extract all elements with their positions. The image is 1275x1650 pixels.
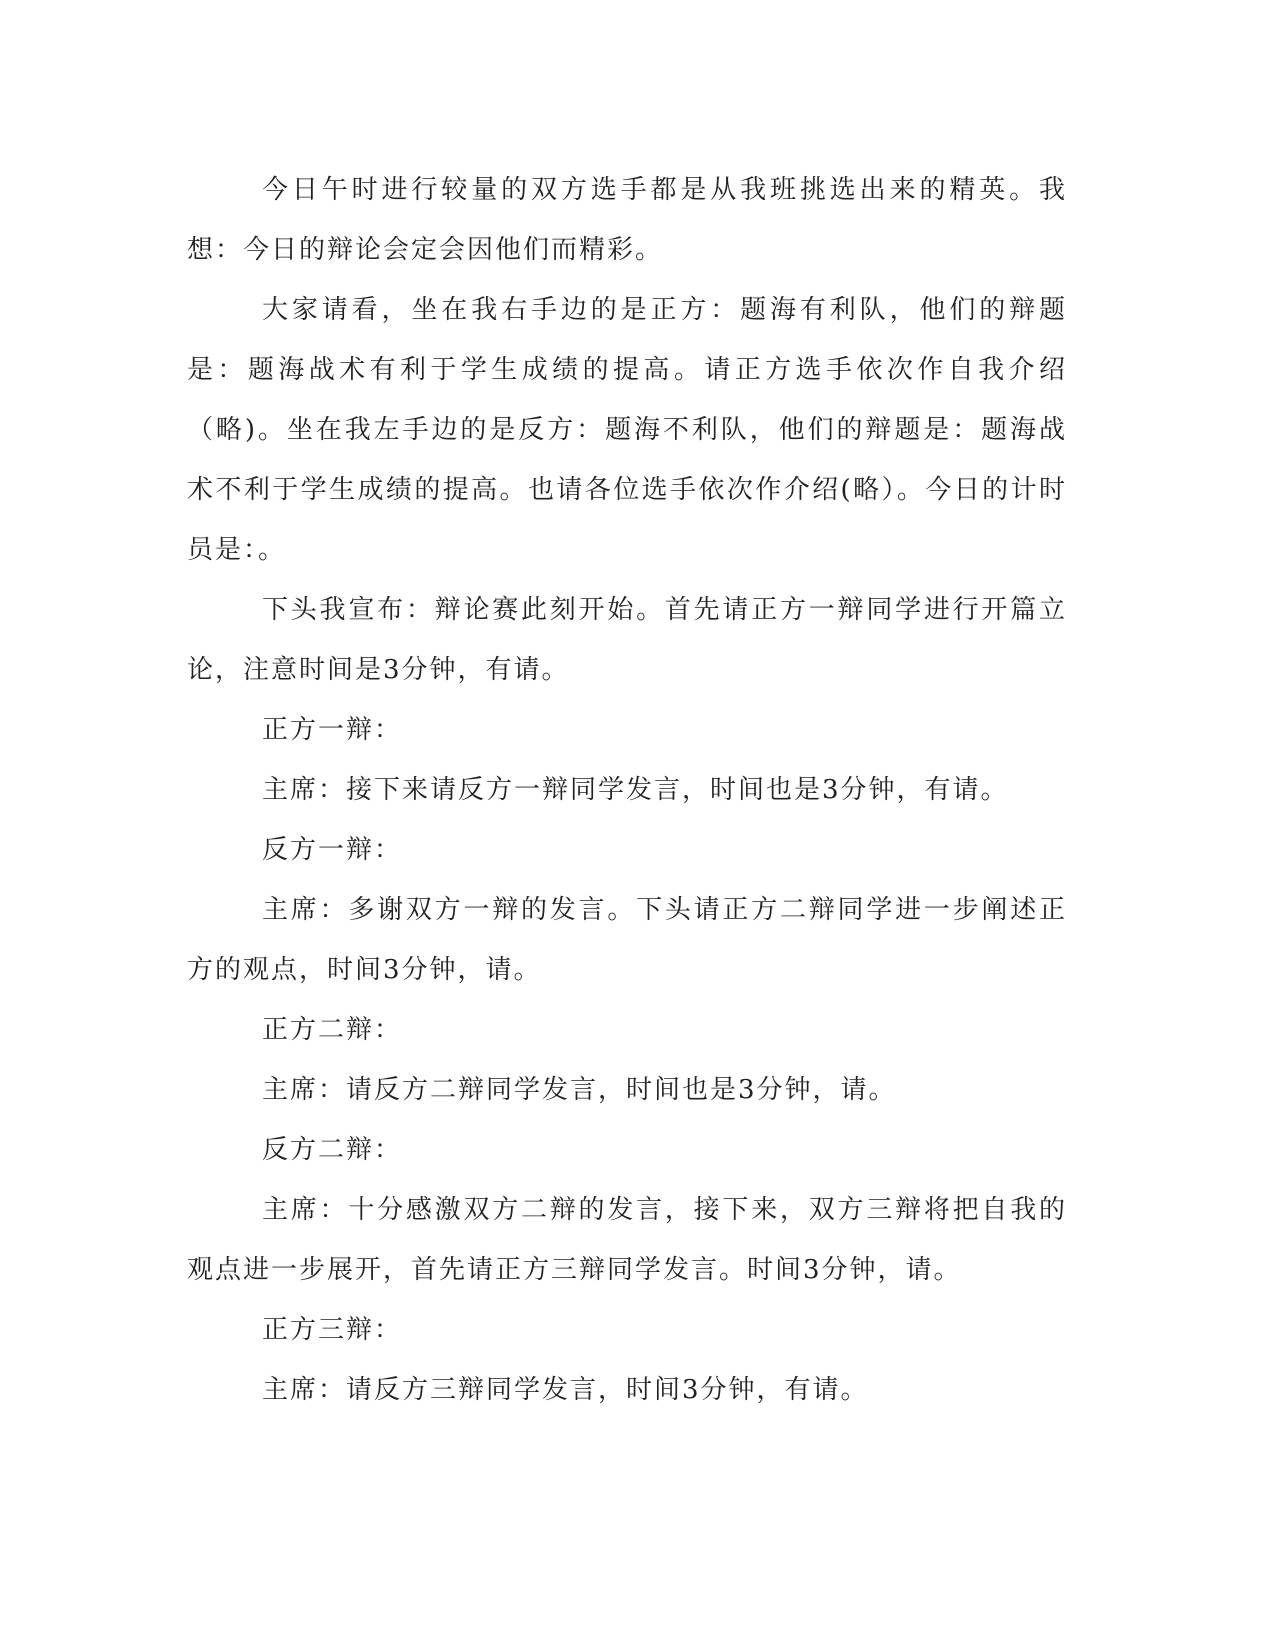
paragraph-chair-1: 主席：接下来请反方一辩同学发言，时间也是3分钟，有请。 — [262, 775, 1009, 805]
paragraph-chair-4: 主席：十分感激双方二辩的发言，接下来，双方三辩将把自我的观点进一步展开，首先请正方三辩同学发言。时间3分钟，请。 — [187, 1195, 1067, 1285]
paragraph-pro-second: 正方二辩： — [262, 1015, 403, 1045]
paragraph-intro: 今日午时进行较量的双方选手都是从我班挑选出来的精英。我想：今日的辩论会定会因他们而精彩。 — [187, 175, 1067, 265]
paragraph-teams: 大家请看，坐在我右手边的是正方：题海有利队，他们的辩题是：题海战术有利于学生成绩的提高。请正方选手依次作自我介绍（略)。坐在我左手边的是反方：题海不利队，他们的辩题是：题海战术不利于学生成绩的提高。也请各位选手依次作介绍(略）。今日的计时员是：。 — [187, 295, 1067, 565]
document-body — [187, 160, 1067, 1420]
paragraph-chair-2: 主席：多谢双方一辩的发言。下头请正方二辩同学进一步阐述正方的观点，时间3分钟，请。 — [187, 895, 1067, 985]
paragraph-con-second: 反方二辩： — [262, 1135, 403, 1165]
paragraph-con-first: 反方一辩： — [262, 835, 403, 865]
paragraph-chair-3: 主席：请反方二辩同学发言，时间也是3分钟，请。 — [262, 1075, 897, 1105]
paragraph-pro-third: 正方三辩： — [262, 1315, 403, 1345]
paragraph-chair-5: 主席：请反方三辩同学发言，时间3分钟，有请。 — [262, 1375, 869, 1405]
paragraph-pro-first: 正方一辩： — [262, 715, 403, 745]
paragraph-start: 下头我宣布：辩论赛此刻开始。首先请正方一辩同学进行开篇立论，注意时间是3分钟，有请。 — [187, 595, 1067, 685]
